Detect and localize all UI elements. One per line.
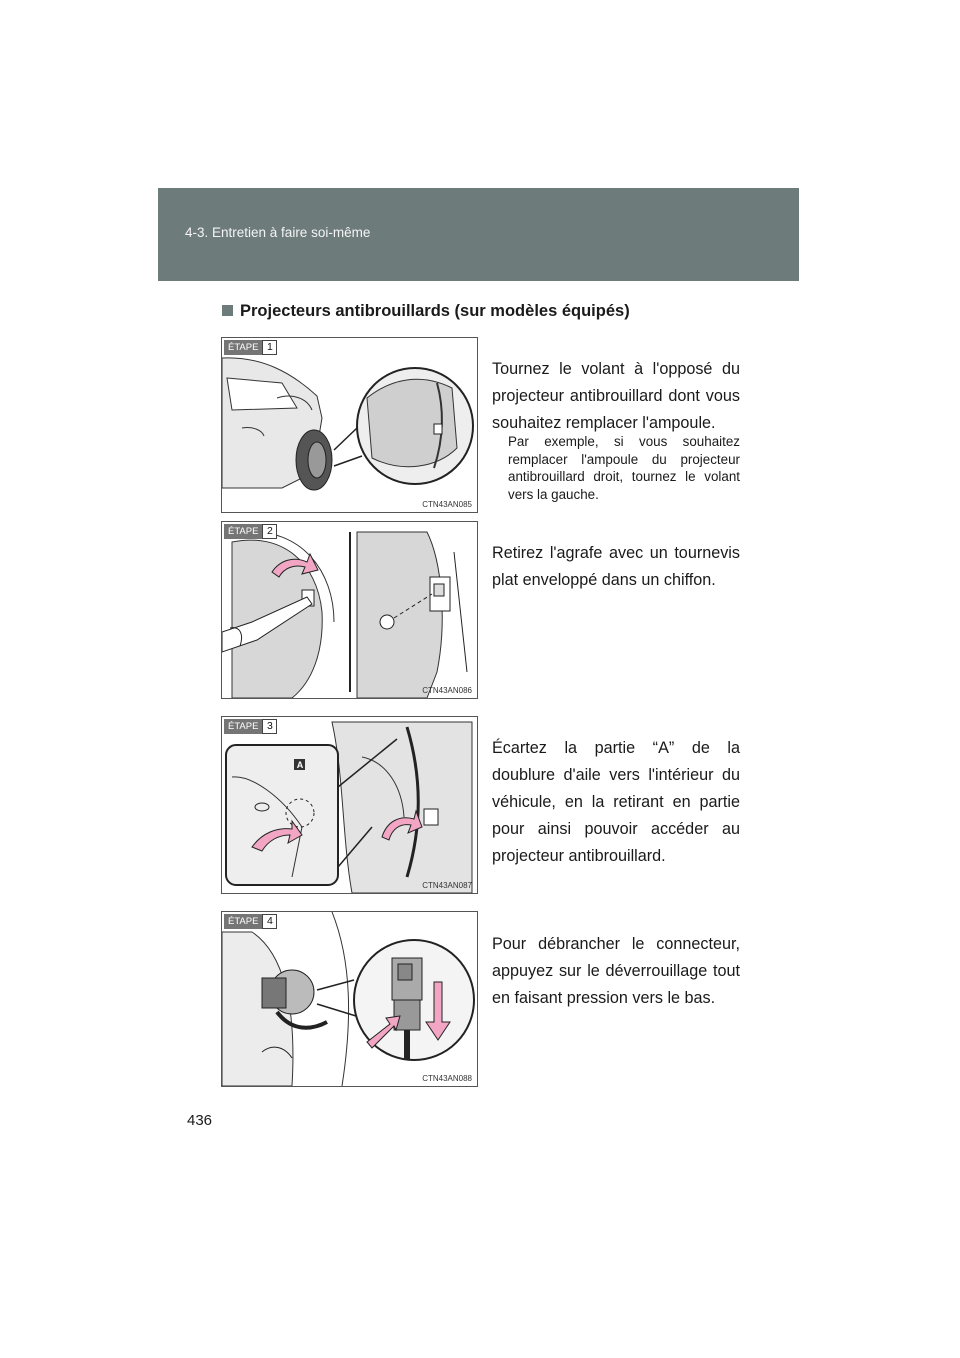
section-title: 4-3. Entretien à faire soi-même bbox=[185, 225, 371, 240]
step-label: ÉTAPE bbox=[224, 340, 262, 355]
step-label: ÉTAPE bbox=[224, 719, 262, 734]
step-number: 1 bbox=[262, 340, 277, 355]
step-badge bbox=[224, 914, 277, 929]
figure-code: CTN43AN085 bbox=[422, 500, 472, 509]
step-number: 2 bbox=[262, 524, 277, 539]
square-bullet-icon bbox=[222, 305, 233, 316]
car-wheel-illustration bbox=[222, 338, 477, 512]
part-a-marker: A bbox=[296, 760, 304, 770]
step-label: ÉTAPE bbox=[224, 524, 262, 539]
fender-liner-illustration bbox=[222, 717, 477, 893]
figure-step-4 bbox=[221, 911, 478, 1087]
step-badge bbox=[224, 719, 277, 734]
step-number: 4 bbox=[262, 914, 277, 929]
page-number: 436 bbox=[187, 1112, 213, 1129]
figure-step-1 bbox=[221, 337, 478, 513]
step-badge bbox=[224, 340, 277, 355]
figure-code: CTN43AN086 bbox=[422, 686, 472, 695]
step-badge bbox=[224, 524, 277, 539]
figure-code: CTN43AN088 bbox=[422, 1074, 472, 1083]
step-1-note: Par exemple, si vous souhaitez remplacer l'ampoule du projecteur antibrouillard droit, tournez le volant vers la gauche. bbox=[508, 434, 740, 502]
step-2-text: Retirez l'agrafe avec un tournevis plat enveloppé dans un chiffon. bbox=[492, 544, 740, 589]
figure-step-3 bbox=[221, 716, 478, 894]
step-label: ÉTAPE bbox=[224, 914, 262, 929]
section-heading bbox=[222, 302, 630, 321]
connector-illustration bbox=[222, 912, 477, 1086]
step-4-text: Pour débrancher le connecteur, appuyez sur le déverrouillage tout en faisant pression vers le bas. bbox=[492, 935, 740, 1007]
figure-step-2 bbox=[221, 521, 478, 699]
figure-code: CTN43AN087 bbox=[422, 881, 472, 890]
clip-removal-illustration bbox=[222, 522, 477, 698]
step-number: 3 bbox=[262, 719, 277, 734]
heading-text: Projecteurs antibrouillards (sur modèles équipés) bbox=[240, 302, 630, 320]
step-3-text: Écartez la partie “A” de la doublure d'aile vers l'intérieur du véhicule, en la retirant en partie pour ainsi pouvoir accéder au projecteur antibrouillard. bbox=[492, 739, 740, 865]
step-1-text: Tournez le volant à l'opposé du projecteur antibrouillard dont vous souhaitez remplacer l'ampoule. bbox=[492, 360, 740, 432]
